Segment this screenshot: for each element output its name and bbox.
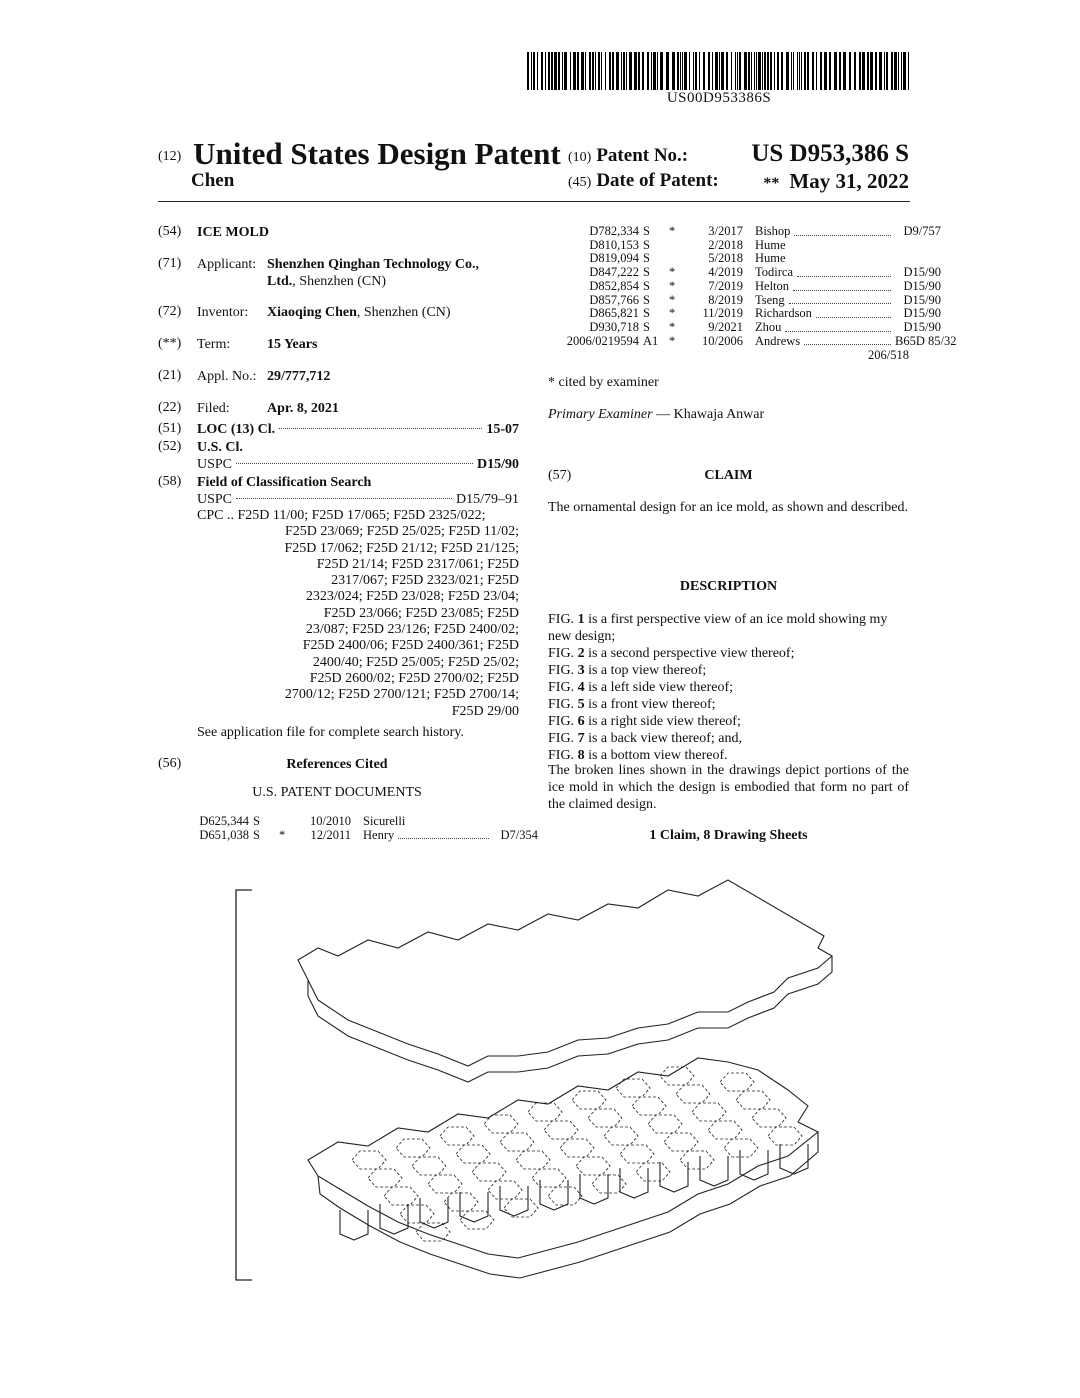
ref-date: 9/2021: [708, 319, 743, 334]
ref-date: 7/2019: [708, 278, 743, 293]
uspc-value: D15/90: [477, 457, 519, 472]
ref-date: 11/2019: [702, 306, 743, 321]
filed-code: (22): [158, 400, 182, 415]
references-code: (56): [158, 756, 182, 771]
ref-name: Bishop: [755, 225, 895, 239]
ref-number: 2006/0219594: [566, 333, 639, 348]
ref-name: Sicurelli: [363, 814, 406, 828]
filed-value: Apr. 8, 2021: [267, 401, 339, 416]
cpc-line: F25D 17/062; F25D 21/12; F25D 21/125;: [284, 540, 519, 556]
cpc-line: F25D 23/066; F25D 23/085; F25D: [323, 605, 519, 621]
ref-name: Henry: [363, 829, 493, 843]
appl-label: Appl. No.:: [197, 369, 257, 384]
ref-star: *: [669, 224, 676, 238]
applicant-label: Applicant:: [197, 257, 257, 272]
search-uspc-value: D15/79–91: [456, 492, 519, 507]
ref-kind: S: [253, 827, 260, 842]
search-history-note: See application file for complete search history.: [197, 725, 464, 740]
ref-name: Richardson: [755, 307, 895, 321]
examiner-dash: —: [652, 407, 674, 422]
figure-description: FIG. 8 is a bottom view thereof.: [548, 748, 728, 763]
search-uspc-label: USPC: [197, 492, 233, 507]
ref-class: D15/90: [903, 306, 941, 321]
loc-code: (51): [158, 421, 182, 436]
ref-star: *: [669, 319, 676, 334]
ref-kind: S: [643, 319, 650, 334]
date-marker: **: [763, 175, 780, 192]
ref-date: 2/2018: [708, 237, 743, 252]
header-inventor: Chen: [191, 170, 235, 191]
references-heading: References Cited: [286, 757, 388, 772]
ref-date: 5/2018: [708, 251, 743, 266]
ref-star: *: [669, 333, 676, 348]
code-10: (10): [568, 150, 592, 165]
ref-class: D15/90: [903, 265, 941, 280]
cpc-line: CPC .. F25D 11/00; F25D 17/065; F25D 2325/022;: [197, 508, 486, 523]
appl-value: 29/777,712: [267, 369, 331, 384]
cpc-line: 2323/024; F25D 23/028; F25D 23/04;: [305, 589, 519, 605]
ref-number: D625,344: [199, 814, 249, 828]
ref-number: D651,038: [199, 827, 249, 842]
date-value: May 31, 2022: [789, 169, 909, 193]
cpc-line: F25D 21/14; F25D 2317/061; F25D: [316, 556, 519, 572]
applicant: [197, 256, 519, 289]
ref-kind: S: [643, 237, 650, 252]
applicant-name-1: Shenzhen Qinghan Technology Co.,: [267, 257, 480, 272]
ref-class: D15/90: [903, 278, 941, 293]
figure-description: FIG. 2 is a second perspective view thereof;: [548, 646, 795, 661]
reference-row: [553, 225, 941, 239]
ref-star: *: [669, 306, 676, 321]
ref-name: Andrews: [755, 335, 895, 349]
inventor-place: , Shenzhen (CN): [356, 305, 451, 320]
claim-code: (57): [548, 468, 572, 483]
figure-description: FIG. 3 is a top view thereof;: [548, 663, 707, 678]
code-45: (45): [568, 175, 592, 190]
reference-row: [553, 280, 941, 294]
patent-number-label: [568, 145, 688, 167]
cpc-line: F25D 23/069; F25D 25/025; F25D 11/02;: [284, 524, 519, 540]
ref-continuation: 206/518: [868, 348, 909, 362]
barcode: [527, 52, 911, 90]
claim-text: The ornamental design for an ice mold, as shown and described.: [548, 500, 909, 515]
loc-field: [197, 421, 519, 438]
code-12: (12): [158, 148, 182, 164]
reference-row: [553, 252, 941, 266]
ref-date: 12/2011: [310, 827, 351, 842]
ref-number: D847,222: [589, 265, 639, 280]
cpc-classifications: [197, 508, 519, 720]
ref-kind: S: [643, 306, 650, 321]
patent-number: US D953,386 S: [751, 140, 909, 167]
inventor-code: (72): [158, 304, 182, 319]
reference-row: [553, 266, 941, 280]
filed-field: [197, 400, 519, 417]
ref-star: *: [669, 292, 676, 307]
ref-name: Hume: [755, 237, 786, 252]
ref-kind: S: [643, 292, 650, 307]
ref-class: D15/90: [903, 319, 941, 334]
claim-heading: CLAIM: [704, 468, 753, 483]
figure-description: FIG. 7 is a back view thereof; and,: [548, 731, 743, 746]
uscl-label: U.S. Cl.: [197, 440, 243, 455]
applicant-place: , Shenzhen (CN): [292, 274, 386, 289]
broken-lines-note: The broken lines shown in the drawings depict portions of the ice mold in which the design is embodied that form no part of the claimed design.: [548, 763, 909, 812]
ref-date: 10/2010: [310, 814, 351, 828]
cpc-line: F25D 29/00: [451, 703, 519, 719]
loc-value: 15-07: [486, 422, 519, 437]
ref-class: D9/757: [903, 224, 941, 238]
ref-kind: S: [253, 814, 260, 828]
search-uspc: [197, 491, 519, 508]
ref-kind: S: [643, 265, 650, 280]
us-patent-documents: U.S. PATENT DOCUMENTS: [252, 785, 422, 800]
reference-row: [553, 321, 941, 335]
term-field: [197, 336, 519, 353]
examiner-name: Khawaja Anwar: [673, 407, 765, 422]
ref-number: D782,334: [589, 224, 639, 238]
inventor-field: [197, 304, 519, 321]
cpc-line: 23/087; F25D 23/126; F25D 2400/02;: [305, 622, 519, 638]
search-code: (58): [158, 474, 182, 489]
ref-star: *: [669, 278, 676, 293]
cpc-line: 2700/12; F25D 2700/121; F25D 2700/14;: [284, 687, 519, 703]
doc-type: United States Design Patent: [193, 136, 561, 171]
inventor-label: Inventor:: [197, 305, 249, 320]
date-label: [568, 170, 719, 192]
ref-number: D857,766: [589, 292, 639, 307]
date-label-text: Date of Patent:: [596, 170, 719, 191]
ref-name: Todirca: [755, 266, 895, 280]
uscl-code: (52): [158, 439, 182, 454]
ref-kind: S: [643, 278, 650, 293]
ice-mold-perspective-drawing: [228, 860, 868, 1290]
uspc-label: USPC: [197, 457, 233, 472]
search-label: Field of Classification Search: [197, 475, 372, 490]
ref-class: B65D 85/32: [895, 333, 957, 348]
reference-row: [553, 294, 941, 308]
examiner-label: Primary Examiner: [548, 407, 653, 422]
ref-star: *: [669, 265, 676, 280]
ref-kind: A1: [643, 333, 659, 348]
filed-label: Filed:: [197, 401, 230, 416]
figure-list: [548, 611, 909, 764]
primary-examiner: [548, 406, 909, 423]
figure-description: FIG. 4 is a left side view thereof;: [548, 680, 734, 695]
ref-number: D810,153: [589, 237, 639, 252]
figure-description: FIG. 6 is a right side view thereof;: [548, 714, 741, 729]
cpc-line: 2317/067; F25D 2323/021; F25D: [331, 573, 519, 589]
loc-label: LOC (13) Cl.: [197, 422, 276, 437]
patent-date: [763, 169, 909, 194]
header-rule: [158, 201, 910, 202]
ref-name: Tseng: [755, 294, 895, 308]
document-number: US00D953386S: [666, 90, 772, 106]
applicant-name-2: Ltd.: [267, 274, 293, 289]
term-code: (**): [158, 336, 182, 351]
ref-date: 10/2006: [702, 333, 743, 348]
appl-code: (21): [158, 368, 182, 383]
reference-row: [189, 829, 538, 843]
claims-sheets: 1 Claim, 8 Drawing Sheets: [649, 828, 808, 843]
cpc-line: 2400/40; F25D 25/005; F25D 25/02;: [312, 654, 519, 670]
invention-title: ICE MOLD: [197, 225, 269, 240]
ref-star: *: [279, 827, 286, 842]
ref-number: D865,821: [589, 306, 639, 321]
ref-name: Zhou: [755, 321, 895, 335]
cpc-line: F25D 2600/02; F25D 2700/02; F25D: [309, 670, 519, 686]
cpc-line: F25D 2400/06; F25D 2400/361; F25D: [302, 638, 519, 654]
uspc-field: [197, 456, 519, 473]
ref-name: Hume: [755, 251, 786, 266]
ref-date: 3/2017: [708, 224, 743, 238]
ref-number: D930,718: [589, 319, 639, 334]
appl-field: [197, 368, 519, 385]
patent-no-label-text: Patent No.:: [596, 145, 689, 166]
ref-class: D15/90: [903, 292, 941, 307]
reference-row: [189, 815, 538, 829]
ref-number: D852,854: [589, 278, 639, 293]
term-label: Term:: [197, 337, 231, 352]
ref-kind: S: [643, 251, 650, 266]
ref-number: D819,094: [589, 251, 639, 266]
reference-row: [553, 307, 941, 321]
ref-date: 4/2019: [708, 265, 743, 280]
ref-name: Helton: [755, 280, 895, 294]
figure-description: FIG. 1 is a first perspective view of an ice mold showing my new design;: [548, 612, 888, 644]
figure-description: FIG. 5 is a front view thereof;: [548, 697, 716, 712]
title-code: (54): [158, 224, 182, 239]
reference-row: [553, 239, 941, 253]
inventor-name: Xiaoqing Chen: [267, 305, 357, 320]
ref-kind: S: [643, 224, 650, 238]
term-value: 15 Years: [267, 337, 318, 352]
reference-row: [553, 333, 957, 349]
applicant-code: (71): [158, 256, 182, 271]
document-type-title: [158, 136, 561, 172]
cited-by-examiner: * cited by examiner: [548, 375, 659, 390]
description-heading: DESCRIPTION: [679, 579, 778, 594]
ref-class: D7/354: [500, 827, 538, 842]
ref-date: 8/2019: [708, 292, 743, 307]
